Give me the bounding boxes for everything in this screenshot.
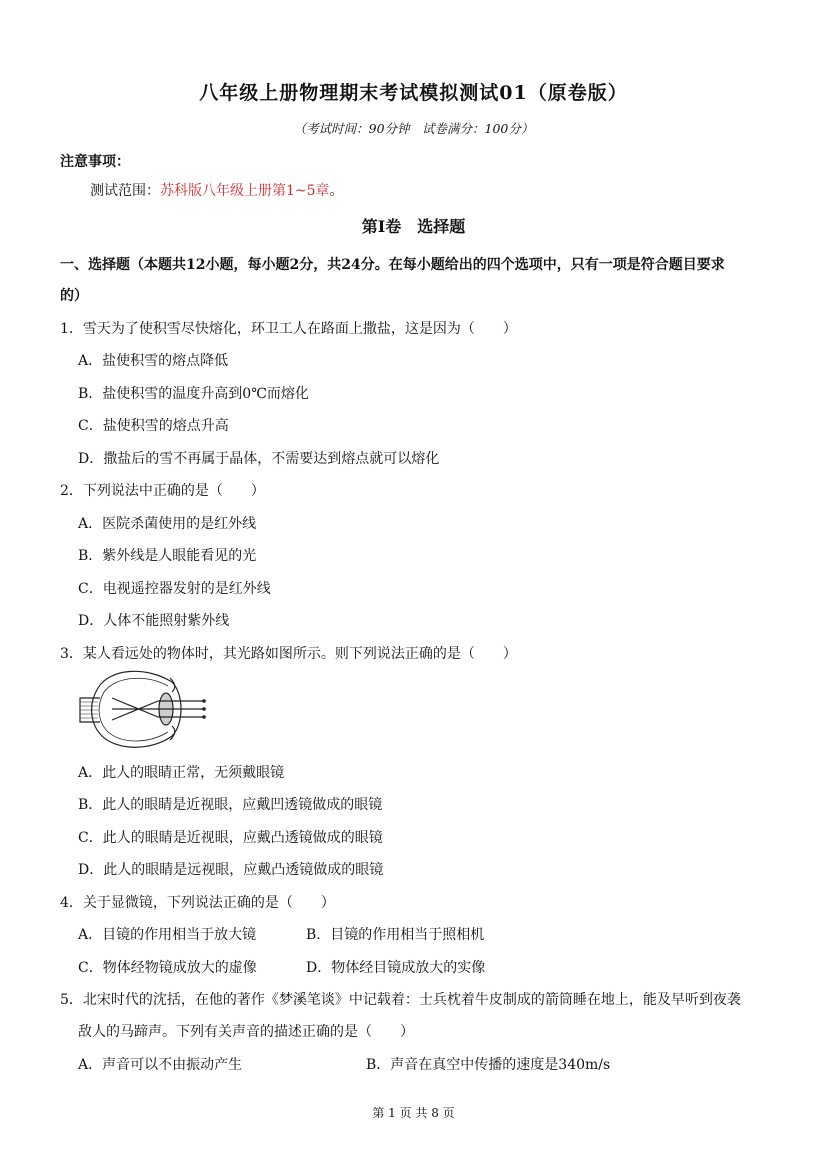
scope-prefix: 测试范围： [90,183,160,199]
question-1-option-c: C．盐使积雪的熔点升高 [78,418,229,434]
question-5-option-a: A．声音可以不由振动产生 [78,1057,243,1073]
page-footer: 第 1 页 共 8 页 [372,1106,455,1120]
question-5-stem-line2: 敌人的马蹄声。下列有关声音的描述正确的是（ ） [78,1024,414,1040]
question-4-stem: 4．关于显微镜，下列说法正确的是（ ） [60,895,335,911]
question-4-option-b: B．目镜的作用相当于照相机 [306,927,485,943]
question-2-stem: 2．下列说法中正确的是（ ） [60,483,265,499]
question-3-option-c: C．此人的眼睛是近视眼，应戴凸透镜做成的眼镜 [78,830,383,846]
question-2-option-c: C．电视遥控器发射的是红外线 [78,581,271,597]
question-1-option-a: A．盐使积雪的熔点降低 [78,353,229,369]
question-4-option-c: C．物体经物镜成放大的虚像 [78,960,257,976]
section-title: 第Ⅰ卷 选择题 [361,217,466,236]
section-instruction-line2: 的） [60,288,88,304]
question-2-option-a: A．医院杀菌使用的是红外线 [78,516,257,532]
question-1-stem: 1．雪天为了使积雪尽快熔化，环卫工人在路面上撒盐，这是因为（ ） [60,321,517,337]
notes-label: 注意事项： [60,154,130,170]
exam-info: （考试时间：90分钟 试卷满分：100分） [293,121,534,136]
question-4-option-d: D．物体经目镜成放大的实像 [306,960,486,976]
question-4-option-a: A．目镜的作用相当于放大镜 [78,927,257,943]
eye-light-path-diagram [76,668,216,750]
scope-suffix: 。 [329,183,344,199]
question-2-option-b: B．紫外线是人眼能看见的光 [78,548,257,564]
question-1-option-d: D．撒盐后的雪不再属于晶体，不需要达到熔点就可以熔化 [78,451,440,467]
question-1-option-b: B．盐使积雪的温度升高到0℃而熔化 [78,386,309,402]
question-3-option-b: B．此人的眼睛是近视眼，应戴凹透镜做成的眼镜 [78,797,383,813]
question-5-stem-line1: 5．北宋时代的沈括，在他的著作《梦溪笔谈》中记载着：士兵枕着牛皮制成的箭筒睡在地上，能及早听到夜袭 [60,992,741,1008]
question-5-option-b: B．声音在真空中传播的速度是340m/s [366,1057,611,1073]
question-3-stem: 3．某人看远处的物体时，其光路如图所示。则下列说法正确的是（ ） [60,646,517,662]
test-scope [90,180,344,200]
question-3-option-a: A．此人的眼睛正常，无须戴眼镜 [78,765,285,781]
scope-highlight: 苏科版八年级上册第1~5章 [160,183,330,199]
question-3-option-d: D．此人的眼睛是远视眼，应戴凸透镜做成的眼镜 [78,862,384,878]
section-instruction-line1: 一、选择题（本题共12小题，每小题2分，共24分。在每小题给出的四个选项中，只有一项是符合题目要求 [60,257,725,273]
question-2-option-d: D．人体不能照射紫外线 [78,613,230,629]
page-title: 八年级上册物理期末考试模拟测试01（原卷版） [199,82,628,104]
